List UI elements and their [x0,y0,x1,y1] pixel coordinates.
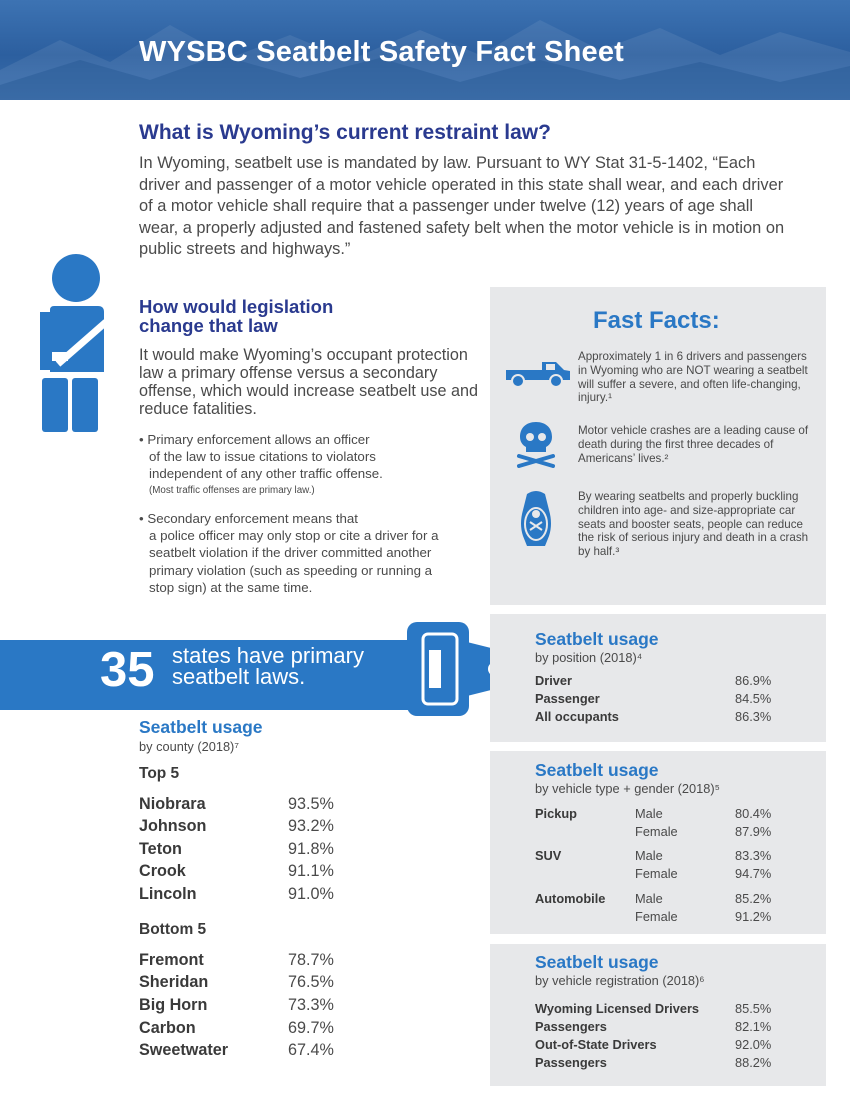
vehicle-gender: Female [635,824,678,839]
registration-label: Passengers [535,1019,607,1034]
vehicle-type: SUV [535,848,562,863]
bullet-note: (Most traffic offenses are primary law.) [149,484,315,496]
vehicle-value: 91.2% [735,909,772,924]
county-value: 67.4% [288,1041,334,1059]
registration-row [535,1019,795,1037]
vehicle-row [535,824,795,842]
registration-row [535,1055,795,1073]
legislation-heading [139,297,399,335]
county-name: Sheridan [139,973,209,991]
vehicle-value: 85.2% [735,891,772,906]
registration-usage-subtitle: by vehicle registration (2018)⁶ [535,973,705,988]
county-value: 76.5% [288,973,334,991]
position-value: 84.5% [735,691,772,706]
legislation-heading-line1: How would legislation [139,296,334,317]
vehicle-value: 83.3% [735,848,772,863]
county-name: Niobrara [139,795,206,813]
county-name: Carbon [139,1019,196,1037]
county-value: 91.0% [288,885,334,903]
registration-value: 82.1% [735,1019,772,1034]
county-row [139,973,359,995]
registration-usage-title: Seatbelt usage [535,952,659,972]
registration-label: Passengers [535,1055,607,1070]
county-name: Lincoln [139,885,197,903]
header-banner [0,0,850,100]
county-value: 93.5% [288,795,334,813]
skull-crossbones-icon [515,420,557,468]
registration-row [535,1037,795,1055]
registration-row [535,1001,795,1019]
position-value: 86.9% [735,673,772,688]
position-usage-subtitle: by position (2018)⁴ [535,650,643,665]
child-car-seat-icon [517,490,555,548]
law-heading: What is Wyoming’s current restraint law? [139,121,551,144]
county-name: Sweetwater [139,1041,229,1059]
county-row [139,951,359,973]
secondary-enforcement-bullet [139,510,439,596]
seated-person-seatbelt-icon [28,252,118,432]
vehicle-row [535,891,795,909]
legislation-lead: It would make Wyoming’s occupant protection law a primary offense versus a secondary offense, which would increase seatbelt use and reduce fatalities. [139,346,478,418]
pickup-truck-icon [502,358,572,388]
fast-facts-title: Fast Facts: [593,307,720,334]
registration-label: Out-of-State Drivers [535,1037,657,1052]
vehicle-gender: Male [635,848,663,863]
vehicle-row [535,848,795,866]
county-value: 69.7% [288,1019,334,1037]
county-row [139,1019,359,1041]
states-text-line1: states have primary [172,643,364,668]
county-row [139,862,359,884]
position-label: Driver [535,673,572,688]
bullet-continuation: a police officer may only stop or cite a driver for a seatbelt violation if the driver committed another primary violation (such as speeding or running a stop sign) at the same time. [149,528,439,595]
primary-enforcement-bullet [139,431,439,499]
county-row [139,840,359,862]
county-value: 91.1% [288,862,334,880]
position-label: Passenger [535,691,600,706]
bullet-first-line: • Secondary enforcement means that [139,511,359,526]
bottom-five-label: Bottom 5 [139,921,207,938]
position-row [535,709,795,727]
vehicle-value: 80.4% [735,806,772,821]
states-text-line2: seatbelt laws. [172,664,306,689]
county-row [139,795,359,817]
vehicle-type: Pickup [535,806,577,821]
county-row [139,817,359,839]
county-value: 78.7% [288,951,334,969]
vehicle-gender: Female [635,909,678,924]
county-value: 73.3% [288,996,334,1014]
position-row [535,673,795,691]
vehicle-usage-title: Seatbelt usage [535,760,659,780]
vehicle-usage-subtitle: by vehicle type + gender (2018)⁵ [535,781,720,796]
county-usage-title: Seatbelt usage [139,717,263,737]
county-row [139,1041,359,1063]
county-name: Big Horn [139,996,208,1014]
vehicle-row [535,806,795,824]
vehicle-gender: Female [635,866,678,881]
legislation-heading-line2: change that law [139,315,278,336]
county-usage-subtitle: by county (2018)⁷ [139,739,239,754]
county-name: Teton [139,840,182,858]
registration-value: 92.0% [735,1037,772,1052]
county-name: Fremont [139,951,204,969]
vehicle-row [535,909,795,927]
top-five-label: Top 5 [139,765,180,782]
position-label: All occupants [535,709,619,724]
vehicle-value: 94.7% [735,866,772,881]
county-name: Johnson [139,817,207,835]
bullet-first-line: • Primary enforcement allows an officer [139,432,370,447]
fast-fact-1-text: Approximately 1 in 6 drivers and passengers in Wyoming who are NOT wearing a seatbelt will suffer a severe, and often life-changing, injury.¹ [578,350,808,405]
county-row [139,996,359,1018]
county-value: 93.2% [288,817,334,835]
vehicle-row [535,866,795,884]
vehicle-gender: Male [635,806,663,821]
position-row [535,691,795,709]
registration-label: Wyoming Licensed Drivers [535,1001,700,1016]
county-row [139,885,359,907]
page-title: WYSBC Seatbelt Safety Fact Sheet [139,36,625,68]
registration-value: 85.5% [735,1001,772,1016]
states-text [172,645,364,687]
county-name: Crook [139,862,186,880]
states-count: 35 [100,643,155,697]
registration-value: 88.2% [735,1055,772,1070]
vehicle-type: Automobile [535,891,606,906]
fast-fact-3-text: By wearing seatbelts and properly buckling children into age- and size-appropriate car seats and booster seats, people can reduce the risk of serious injury and death in a crash by half.³ [578,490,809,559]
bullet-continuation: of the law to issue citations to violators independent of any other traffic offense. [149,449,383,482]
county-value: 91.8% [288,840,334,858]
fast-fact-2-text: Motor vehicle crashes are a leading cause of death during the first three decades of Americans’ lives.² [578,424,809,465]
vehicle-value: 87.9% [735,824,772,839]
law-body: In Wyoming, seatbelt use is mandated by law. Pursuant to WY Stat 31-5-1402, “Each driver and passenger of a motor vehicle operated in this state shall wear, and each driver of a motor vehicle shall require that a passenger under twelve (12) years of age shall wear, a properly adjusted and fastened safety belt when the motor vehicle is in motion on public streets and highways.” [139,154,785,258]
position-value: 86.3% [735,709,772,724]
vehicle-gender: Male [635,891,663,906]
position-usage-title: Seatbelt usage [535,629,659,649]
